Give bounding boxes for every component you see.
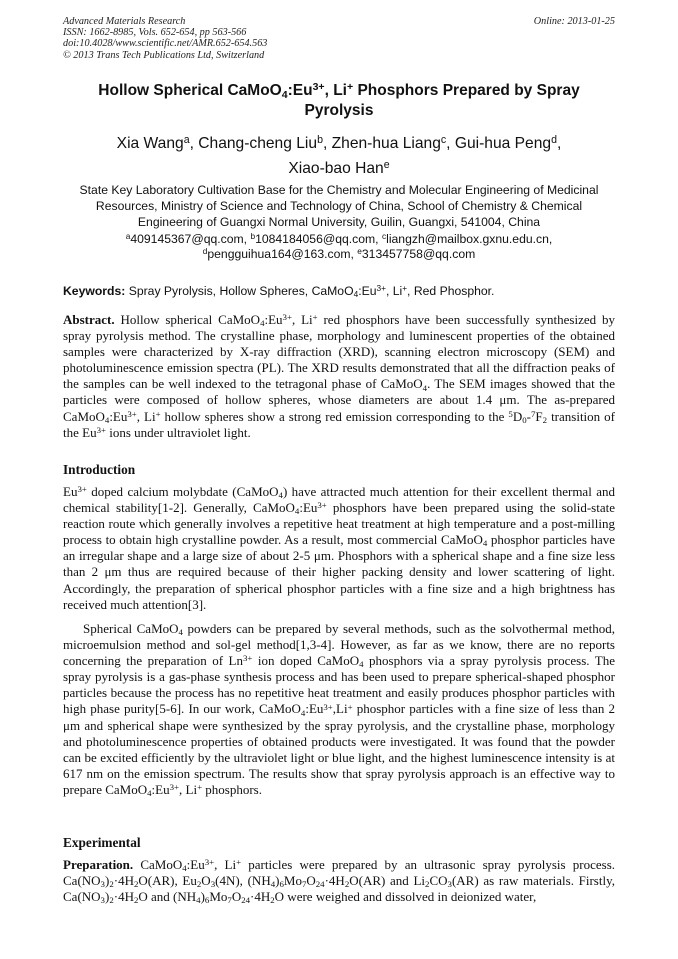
author-list: Xia Wang$^a$, Chang-cheng Liu$^b$, Zhen-hua Liang$^c$, Gui-hua Peng$^d$, Xiao-bao Han$^e$ [116, 134, 562, 177]
doi-link[interactable]: doi:10.4028/www.scientific.net/AMR.652-654.563 [63, 38, 268, 50]
author: , Zhen-hua Liang [322, 135, 441, 152]
email-link[interactable]: 313457758@qq.com [361, 247, 476, 261]
affiliation: State Key Laboratory Cultivation Base for the Chemistry and Molecular Engineering of Medicinal Resources, Ministry of Science and Technology of China, School of Chemistry & Chemical Engineering of Guangxi Normal University, Guilin, Guangxi, 541004, China [79, 183, 599, 229]
preparation-label: Preparation. [63, 857, 134, 872]
author: Xia Wang [116, 135, 184, 152]
introduction-heading: Introduction [63, 462, 136, 477]
email-link[interactable]: 1084184056@qq.com, [255, 232, 382, 246]
journal-header [63, 16, 615, 61]
online-date: Online: 2013-01-25 [533, 16, 615, 27]
author-emails: $^a$409145367@qq.com, $^b$1084184056@qq.com, $^c$liangzh@mailbox.gxnu.edu.cn, $^d$pengguihua164@163.com, $^e$313457758@qq.com [125, 231, 553, 261]
copyright-line: © 2013 Trans Tech Publications Ltd, Switzerland [63, 49, 265, 61]
author: Xiao-bao Han [288, 160, 384, 177]
keywords: Keywords: Spray Pyrolysis, Hollow Spheres, $CaMoO_4:Eu^{3+}$, Li+, Red Phosphor. [63, 283, 495, 300]
introduction-paragraph-1: $Eu^{3+}$ doped calcium molybdate (CaMoO$_4$) have attracted much attention for their excellent thermal and chemical stability[1-2]. Generally, $CaMoO_4:Eu^{3+}$ phosphors have been prepared using the solid-state reaction route which generally involves a repetitive heat treatment at high temperature and a post-milling process to obtain high crystalline powder. As a result, most commercial CaMoO$_4$ phosphor particles have an irregular shape and a large size of about 2-5 μm. Phosphors with a spherical shape and a fine size less than 2 μm thus are required because of their higher packing density and lower scattering of light. Accordingly, the preparation of spherical phosphor particles with a fine size and a high brightness has received much attention[3]. [63, 484, 616, 612]
abstract-paragraph: Abstract. Hollow spherical $CaMoO_4:Eu^{3+}$, Li+ red phosphors have been successfully synthesized by spray pyrolysis method. The crystalline phase, morphology and luminescent properties of the obtained samples were characterized by X-ray diffraction (XRD), scanning electron microscopy (SEM) and photoluminescence emission spectra (PL). The XRD results demonstrated that all the diffraction peaks of the samples can be well indexed to the tetragonal phase of CaMoO$_4$. The SEM images showed that the particles were composed of hollow spheres, whose diameters are about 1.4 μm. The as-prepared $CaMoO_4:Eu^{3+}$, Li+ hollow spheres show a strong red emission corresponding to the $^5D_0-^7F_2$ transition of the $Eu^{3+}$ ions under ultraviolet light. [63, 312, 615, 440]
journal-name: Advanced Materials Research [63, 16, 186, 27]
email-link[interactable]: 409145367@qq.com, [130, 232, 251, 246]
paper-title: Hollow Spherical $CaMoO_4:Eu^{3+}$, Li+ Phosphors Prepared by Spray Pyrolysis [98, 81, 580, 119]
email-link[interactable]: liangzh@mailbox.gxnu.edu.cn, [386, 232, 553, 246]
author: , Gui-hua Peng [446, 135, 552, 152]
experimental-heading: Experimental [63, 835, 141, 850]
author: , Chang-cheng Liu [189, 135, 318, 152]
issn-line: ISSN: 1662-8985, Vols. 652-654, pp 563-566 [63, 27, 247, 39]
preparation-paragraph: Preparation. $CaMoO_4:Eu^{3+}$, Li+ particles were prepared by an ultrasonic spray pyrolysis process. $Ca(NO_3)_2\cdot 4H_2O(AR)$, $Eu_2O_3(4N)$, $(NH_4)_6Mo_7O_{24}\cdot 4H_2O(AR)$ and $Li_2CO_3(AR)$ as raw materials. Firstly, $Ca(NO_3)_2\cdot 4H_2O$ and $(NH_4)_6Mo_7O_{24}\cdot 4H_2O$ were weighed and dissolved in deionized water, [63, 857, 615, 906]
keywords-label: Keywords: [63, 284, 126, 298]
email-link[interactable]: pengguihua164@163.com, [207, 247, 358, 261]
abstract-label: Abstract. [63, 312, 115, 327]
introduction-paragraph-2: Spherical CaMoO$_4$ powders can be prepared by several methods, such as the solvothermal method, microemulsion method and sol-gel method[1,3-4]. However, as far as we know, there are no reports concerning the preparation of $Ln^{3+}$ ion doped CaMoO$_4$ phosphors via a spray pyrolysis process. The spray pyrolysis is a gas-phase synthesis process and has been used to prepare spherical-shaped phosphor particles because the process has no repetitive heat treatment and easily produces phosphor particles with high phase purity[5-6]. In our work, $CaMoO_4:Eu^{3+},Li^+$ phosphor particles with a fine size of less than 2 μm and spherical shape were synthesized by the spray pyrolysis, and the crystalline phase, morphology and photoluminescence properties of obtained products were investigated. It was found that the powder can be excited efficiently by the ultraviolet light or blue light, and the highest luminescence intensity is at 617 nm on the emission spectrum. The results show that spray pyrolysis approach is an effective way to prepare $CaMoO_4:Eu^{3+}$, Li+ phosphors. [63, 621, 616, 799]
